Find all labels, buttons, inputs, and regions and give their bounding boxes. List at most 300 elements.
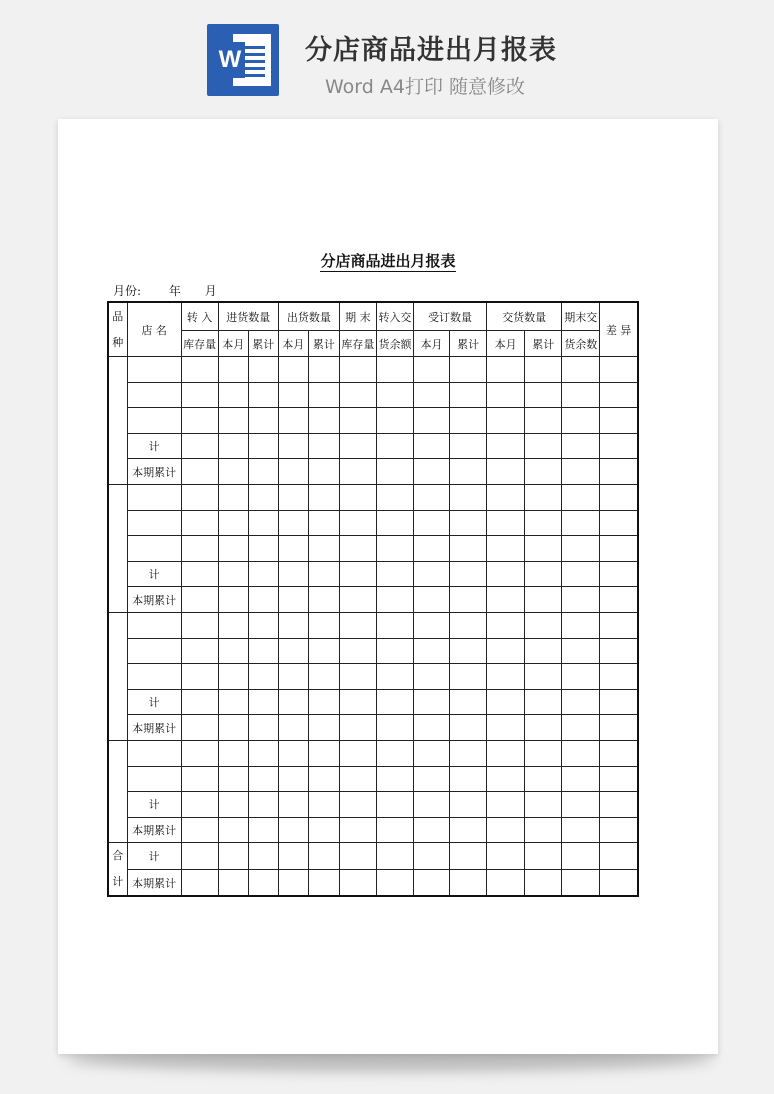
- table-cell[interactable]: [525, 792, 562, 818]
- table-cell[interactable]: [181, 408, 218, 434]
- table-cell[interactable]: [450, 357, 487, 383]
- table-cell[interactable]: [450, 510, 487, 536]
- table-cell[interactable]: [218, 792, 248, 818]
- table-cell[interactable]: [525, 357, 562, 383]
- table-cell[interactable]: [308, 459, 339, 485]
- table-cell[interactable]: [487, 382, 525, 408]
- table-cell[interactable]: [248, 561, 278, 587]
- table-cell[interactable]: [308, 792, 339, 818]
- table-cell[interactable]: [562, 740, 600, 766]
- table-cell[interactable]: [218, 817, 248, 843]
- table-cell[interactable]: [181, 510, 218, 536]
- table-cell[interactable]: [450, 536, 487, 562]
- table-cell[interactable]: [278, 664, 308, 690]
- table-cell[interactable]: [600, 433, 638, 459]
- month-line: [113, 282, 223, 299]
- table-cell[interactable]: [278, 408, 308, 434]
- table-cell[interactable]: [450, 869, 487, 896]
- store-name-cell[interactable]: [127, 382, 181, 408]
- table-cell[interactable]: [600, 536, 638, 562]
- table-cell[interactable]: [278, 484, 308, 510]
- table-cell[interactable]: [600, 459, 638, 485]
- table-cell[interactable]: [414, 689, 450, 715]
- table-cell[interactable]: [278, 357, 308, 383]
- table-cell[interactable]: [278, 587, 308, 613]
- table-cell[interactable]: [376, 664, 413, 690]
- table-cell[interactable]: [487, 561, 525, 587]
- period-cumulative-label: 本期累计: [127, 817, 181, 843]
- table-row: [108, 357, 638, 383]
- table-cell[interactable]: [487, 433, 525, 459]
- store-name-cell[interactable]: [127, 408, 181, 434]
- table-cell[interactable]: [562, 382, 600, 408]
- table-cell[interactable]: [376, 536, 413, 562]
- table-cell[interactable]: [487, 510, 525, 536]
- table-cell[interactable]: [308, 612, 339, 638]
- table-cell[interactable]: [181, 766, 218, 792]
- table-cell[interactable]: [376, 408, 413, 434]
- table-cell[interactable]: [218, 638, 248, 664]
- table-cell[interactable]: [376, 869, 413, 896]
- table-cell[interactable]: [308, 536, 339, 562]
- table-cell[interactable]: [414, 536, 450, 562]
- table-cell[interactable]: [600, 484, 638, 510]
- table-cell[interactable]: [339, 408, 376, 434]
- table-cell[interactable]: [450, 843, 487, 869]
- table-cell[interactable]: [562, 433, 600, 459]
- table-cell[interactable]: [376, 357, 413, 383]
- table-cell[interactable]: [376, 382, 413, 408]
- table-cell[interactable]: [525, 817, 562, 843]
- table-cell[interactable]: [414, 433, 450, 459]
- table-cell[interactable]: [308, 638, 339, 664]
- table-cell[interactable]: [248, 817, 278, 843]
- table-cell[interactable]: [218, 843, 248, 869]
- table-cell[interactable]: [181, 382, 218, 408]
- table-cell[interactable]: [525, 408, 562, 434]
- table-cell[interactable]: [218, 357, 248, 383]
- table-cell[interactable]: [414, 612, 450, 638]
- table-cell[interactable]: [487, 843, 525, 869]
- table-cell[interactable]: [181, 740, 218, 766]
- table-cell[interactable]: [278, 382, 308, 408]
- table-cell[interactable]: [339, 843, 376, 869]
- table-cell[interactable]: [308, 561, 339, 587]
- table-cell[interactable]: [450, 459, 487, 485]
- table-cell[interactable]: [218, 740, 248, 766]
- table-cell[interactable]: [487, 459, 525, 485]
- table-cell[interactable]: [181, 561, 218, 587]
- table-cell[interactable]: [450, 484, 487, 510]
- table-cell[interactable]: [339, 484, 376, 510]
- table-cell[interactable]: [562, 689, 600, 715]
- table-cell[interactable]: [218, 433, 248, 459]
- table-cell[interactable]: [278, 689, 308, 715]
- table-cell[interactable]: [562, 459, 600, 485]
- table-cell[interactable]: [218, 382, 248, 408]
- table-cell[interactable]: [487, 869, 525, 896]
- table-cell[interactable]: [487, 408, 525, 434]
- table-cell[interactable]: [562, 869, 600, 896]
- table-cell[interactable]: [450, 664, 487, 690]
- table-cell[interactable]: [376, 817, 413, 843]
- table-cell[interactable]: [525, 638, 562, 664]
- header-row-1: [108, 302, 638, 331]
- table-cell[interactable]: [248, 715, 278, 741]
- table-cell[interactable]: [600, 664, 638, 690]
- table-cell[interactable]: [339, 740, 376, 766]
- table-cell[interactable]: [525, 587, 562, 613]
- table-cell[interactable]: [308, 484, 339, 510]
- table-cell[interactable]: [600, 843, 638, 869]
- table-cell[interactable]: [414, 510, 450, 536]
- table-cell[interactable]: [525, 510, 562, 536]
- table-cell[interactable]: [308, 740, 339, 766]
- table-cell[interactable]: [487, 587, 525, 613]
- table-cell[interactable]: [450, 740, 487, 766]
- table-cell[interactable]: [218, 408, 248, 434]
- table-cell[interactable]: [487, 689, 525, 715]
- table-cell[interactable]: [376, 766, 413, 792]
- table-cell[interactable]: [487, 484, 525, 510]
- table-cell[interactable]: [278, 612, 308, 638]
- table-cell[interactable]: [181, 869, 218, 896]
- table-cell[interactable]: [218, 459, 248, 485]
- table-cell[interactable]: [376, 587, 413, 613]
- table-cell[interactable]: [414, 638, 450, 664]
- table-cell[interactable]: [248, 740, 278, 766]
- table-cell[interactable]: [487, 817, 525, 843]
- table-cell[interactable]: [525, 664, 562, 690]
- table-cell[interactable]: [248, 766, 278, 792]
- table-cell[interactable]: [218, 484, 248, 510]
- table-cell[interactable]: [450, 817, 487, 843]
- table-cell[interactable]: [376, 510, 413, 536]
- table-cell[interactable]: [181, 612, 218, 638]
- table-cell[interactable]: [308, 664, 339, 690]
- table-cell[interactable]: [181, 357, 218, 383]
- table-cell[interactable]: [600, 357, 638, 383]
- table-cell[interactable]: [248, 484, 278, 510]
- table-cell[interactable]: [562, 612, 600, 638]
- table-cell[interactable]: [600, 689, 638, 715]
- table-cell[interactable]: [218, 561, 248, 587]
- table-cell[interactable]: [376, 792, 413, 818]
- table-cell[interactable]: [487, 792, 525, 818]
- table-cell[interactable]: [218, 766, 248, 792]
- table-cell[interactable]: [339, 664, 376, 690]
- table-cell[interactable]: [450, 638, 487, 664]
- table-cell[interactable]: [562, 536, 600, 562]
- table-cell[interactable]: [414, 817, 450, 843]
- table-cell[interactable]: [278, 715, 308, 741]
- table-cell[interactable]: [414, 766, 450, 792]
- table-cell[interactable]: [278, 869, 308, 896]
- table-cell[interactable]: [376, 561, 413, 587]
- table-cell[interactable]: [414, 484, 450, 510]
- store-name-cell[interactable]: [127, 664, 181, 690]
- table-cell[interactable]: [248, 587, 278, 613]
- table-cell[interactable]: [181, 484, 218, 510]
- table-cell[interactable]: [181, 638, 218, 664]
- table-cell[interactable]: [181, 843, 218, 869]
- table-cell[interactable]: [248, 357, 278, 383]
- table-cell[interactable]: [308, 843, 339, 869]
- table-cell[interactable]: [450, 433, 487, 459]
- table-cell[interactable]: [600, 587, 638, 613]
- table-cell[interactable]: [248, 869, 278, 896]
- table-cell[interactable]: [450, 715, 487, 741]
- table-cell[interactable]: [308, 587, 339, 613]
- table-cell[interactable]: [376, 715, 413, 741]
- table-cell[interactable]: [308, 357, 339, 383]
- table-cell[interactable]: [562, 792, 600, 818]
- table-cell[interactable]: [339, 357, 376, 383]
- table-cell[interactable]: [562, 484, 600, 510]
- store-name-cell[interactable]: [127, 740, 181, 766]
- table-cell[interactable]: [600, 766, 638, 792]
- report-table: [107, 301, 639, 897]
- table-cell[interactable]: [414, 843, 450, 869]
- table-cell[interactable]: [414, 382, 450, 408]
- table-cell[interactable]: [339, 561, 376, 587]
- table-cell[interactable]: [525, 689, 562, 715]
- table-cell[interactable]: [562, 766, 600, 792]
- table-cell[interactable]: [308, 433, 339, 459]
- table-cell[interactable]: [562, 638, 600, 664]
- table-cell[interactable]: [339, 459, 376, 485]
- table-cell[interactable]: [308, 869, 339, 896]
- category-cell[interactable]: [108, 357, 127, 485]
- table-cell[interactable]: [278, 459, 308, 485]
- table-row: [108, 740, 638, 766]
- table-cell[interactable]: [218, 664, 248, 690]
- table-cell[interactable]: [450, 587, 487, 613]
- table-cell[interactable]: [525, 869, 562, 896]
- table-cell[interactable]: [339, 869, 376, 896]
- table-cell[interactable]: [181, 817, 218, 843]
- table-cell[interactable]: [278, 638, 308, 664]
- table-cell[interactable]: [278, 817, 308, 843]
- table-cell[interactable]: [600, 740, 638, 766]
- table-cell[interactable]: [376, 459, 413, 485]
- table-cell[interactable]: [487, 536, 525, 562]
- category-cell[interactable]: [108, 484, 127, 612]
- table-cell[interactable]: [414, 459, 450, 485]
- table-cell[interactable]: [218, 869, 248, 896]
- table-cell[interactable]: [600, 408, 638, 434]
- table-cell[interactable]: [248, 382, 278, 408]
- table-cell[interactable]: [181, 433, 218, 459]
- table-cell[interactable]: [376, 612, 413, 638]
- table-cell[interactable]: [600, 869, 638, 896]
- table-cell[interactable]: [562, 587, 600, 613]
- table-cell[interactable]: [414, 715, 450, 741]
- category-cell[interactable]: [108, 612, 127, 740]
- table-cell[interactable]: [525, 561, 562, 587]
- store-name-cell[interactable]: [127, 484, 181, 510]
- table-cell[interactable]: [248, 792, 278, 818]
- table-cell[interactable]: [339, 792, 376, 818]
- table-cell[interactable]: [339, 817, 376, 843]
- table-cell[interactable]: [339, 510, 376, 536]
- table-cell[interactable]: [525, 536, 562, 562]
- table-cell[interactable]: [525, 433, 562, 459]
- table-cell[interactable]: [414, 740, 450, 766]
- table-cell[interactable]: [339, 638, 376, 664]
- table-cell[interactable]: [376, 638, 413, 664]
- table-cell[interactable]: [278, 510, 308, 536]
- period-end-stock-header: 库存量: [339, 331, 376, 357]
- table-cell[interactable]: [487, 612, 525, 638]
- table-cell[interactable]: [450, 792, 487, 818]
- table-cell[interactable]: [487, 740, 525, 766]
- table-cell[interactable]: [181, 664, 218, 690]
- table-cell[interactable]: [278, 740, 308, 766]
- table-cell[interactable]: [181, 792, 218, 818]
- table-cell[interactable]: [414, 664, 450, 690]
- table-cell[interactable]: [414, 587, 450, 613]
- table-cell[interactable]: [525, 740, 562, 766]
- table-cell[interactable]: [248, 689, 278, 715]
- store-name-cell[interactable]: [127, 612, 181, 638]
- table-cell[interactable]: [414, 408, 450, 434]
- table-cell[interactable]: [181, 689, 218, 715]
- table-cell[interactable]: [339, 433, 376, 459]
- table-cell[interactable]: [181, 459, 218, 485]
- table-cell[interactable]: [248, 843, 278, 869]
- table-cell[interactable]: [308, 689, 339, 715]
- table-cell[interactable]: [308, 408, 339, 434]
- table-cell[interactable]: [562, 664, 600, 690]
- category-cell[interactable]: [108, 740, 127, 842]
- table-cell[interactable]: [218, 612, 248, 638]
- shipment-qty-header: 出货数量: [278, 302, 339, 331]
- table-cell[interactable]: [562, 357, 600, 383]
- table-cell[interactable]: [450, 561, 487, 587]
- table-cell[interactable]: [181, 715, 218, 741]
- table-cell[interactable]: [218, 587, 248, 613]
- table-cell[interactable]: [600, 612, 638, 638]
- table-cell[interactable]: [450, 408, 487, 434]
- table-cell[interactable]: [562, 408, 600, 434]
- table-cell[interactable]: [308, 510, 339, 536]
- table-cell[interactable]: [487, 664, 525, 690]
- table-cell[interactable]: [525, 715, 562, 741]
- table-cell[interactable]: [278, 433, 308, 459]
- subtotal-label: 计: [127, 689, 181, 715]
- table-cell[interactable]: [562, 843, 600, 869]
- table-cell[interactable]: [376, 484, 413, 510]
- table-cell[interactable]: [339, 612, 376, 638]
- table-cell[interactable]: [487, 357, 525, 383]
- store-name-cell[interactable]: [127, 357, 181, 383]
- table-cell[interactable]: [218, 715, 248, 741]
- table-cell[interactable]: [376, 689, 413, 715]
- table-cell[interactable]: [248, 408, 278, 434]
- table-cell[interactable]: [487, 715, 525, 741]
- table-cell[interactable]: [600, 382, 638, 408]
- table-cell[interactable]: [600, 792, 638, 818]
- table-cell[interactable]: [308, 715, 339, 741]
- table-row: [108, 817, 638, 843]
- table-cell[interactable]: [308, 766, 339, 792]
- table-cell[interactable]: [248, 638, 278, 664]
- table-cell[interactable]: [339, 715, 376, 741]
- table-cell[interactable]: [414, 869, 450, 896]
- table-cell[interactable]: [525, 843, 562, 869]
- store-name-cell[interactable]: [127, 766, 181, 792]
- table-cell[interactable]: [376, 740, 413, 766]
- table-cell[interactable]: [339, 382, 376, 408]
- table-cell[interactable]: [600, 817, 638, 843]
- table-cell[interactable]: [487, 638, 525, 664]
- table-cell[interactable]: [339, 766, 376, 792]
- table-cell[interactable]: [278, 792, 308, 818]
- table-cell[interactable]: [278, 561, 308, 587]
- table-cell[interactable]: [248, 664, 278, 690]
- store-name-cell[interactable]: [127, 638, 181, 664]
- store-name-cell[interactable]: [127, 510, 181, 536]
- table-cell[interactable]: [218, 536, 248, 562]
- table-cell[interactable]: [181, 587, 218, 613]
- table-cell[interactable]: [487, 766, 525, 792]
- table-cell[interactable]: [525, 484, 562, 510]
- table-cell[interactable]: [525, 766, 562, 792]
- table-cell[interactable]: [525, 382, 562, 408]
- table-cell[interactable]: [308, 817, 339, 843]
- table-cell[interactable]: [562, 561, 600, 587]
- table-cell[interactable]: [278, 536, 308, 562]
- table-cell[interactable]: [181, 536, 218, 562]
- table-cell[interactable]: [339, 536, 376, 562]
- table-cell[interactable]: [308, 382, 339, 408]
- table-cell[interactable]: [562, 510, 600, 536]
- table-cell[interactable]: [339, 689, 376, 715]
- table-cell[interactable]: [376, 433, 413, 459]
- table-cell[interactable]: [414, 561, 450, 587]
- table-cell[interactable]: [414, 357, 450, 383]
- table-cell[interactable]: [525, 459, 562, 485]
- table-cell[interactable]: [414, 792, 450, 818]
- table-cell[interactable]: [525, 612, 562, 638]
- table-cell[interactable]: [248, 612, 278, 638]
- table-cell[interactable]: [450, 612, 487, 638]
- table-cell[interactable]: [450, 382, 487, 408]
- table-cell[interactable]: [339, 587, 376, 613]
- table-cell[interactable]: [600, 561, 638, 587]
- table-cell[interactable]: [450, 766, 487, 792]
- table-cell[interactable]: [248, 536, 278, 562]
- table-cell[interactable]: [376, 843, 413, 869]
- table-cell[interactable]: [278, 843, 308, 869]
- table-cell[interactable]: [600, 715, 638, 741]
- table-cell[interactable]: [600, 638, 638, 664]
- table-row: [108, 612, 638, 638]
- table-cell[interactable]: [600, 510, 638, 536]
- table-cell[interactable]: [248, 510, 278, 536]
- table-cell[interactable]: [450, 689, 487, 715]
- document-page: [58, 119, 718, 1054]
- table-cell[interactable]: [218, 510, 248, 536]
- table-cell[interactable]: [562, 817, 600, 843]
- table-cell[interactable]: [218, 689, 248, 715]
- table-cell[interactable]: [278, 766, 308, 792]
- store-name-cell[interactable]: [127, 536, 181, 562]
- table-cell[interactable]: [562, 715, 600, 741]
- table-cell[interactable]: [248, 433, 278, 459]
- table-cell[interactable]: [248, 459, 278, 485]
